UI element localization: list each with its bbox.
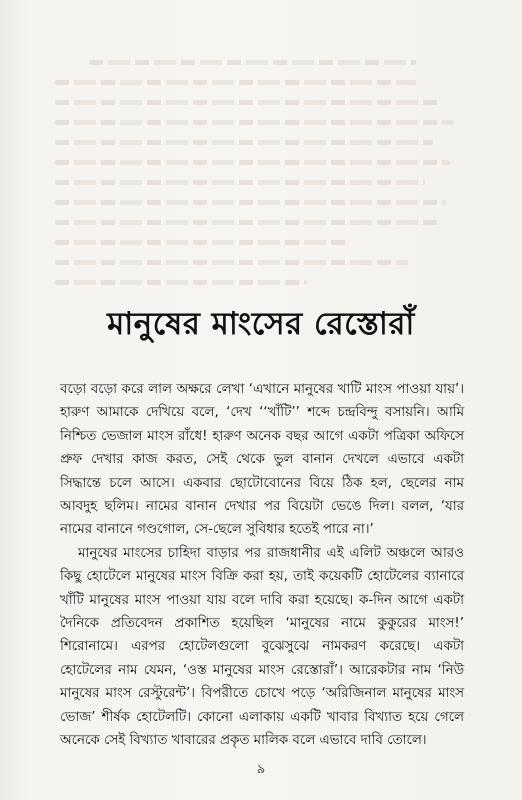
chapter-title: মানুষের মাংসের রেস্তোরাঁ [107,306,415,342]
show-through-line [55,100,441,105]
show-through-line [55,120,454,125]
show-through-line [55,160,450,165]
show-through-line [55,220,437,225]
show-through-text [55,60,475,325]
show-through-line [55,180,425,185]
show-through-line [55,240,349,245]
paragraph: বড়ো বড়ো করে লাল অক্ষরে লেখা ‘এখানে মানুষের খাটি মাংস পাওয়া যায়’। হারুণ আমাকে দেখিয়ে বলে, ‘দেখ ‘‘খাঁটি’’ শব্দে চন্দ্রবিন্দু বসায়নি। আমি নিশ্চিত ভেজাল মাংস রাঁধে! হারুণ অনেক বছর আগে একটা পত্রিকা অফিসে প্রুফ দেখার কাজ করত, সেই থেকে ভুল বানান দেখলে এভাবে একটা সিদ্ধান্তে চলে আসে। একবার ছোটোবোনের বিয়ে ঠিক হল, ছেলের নাম আবদুহ ছলিম। নামের বানান দেখার পর বিয়েটা ভেঙে দিল। বলল, ‘যার নামের বানানে গণ্ডগোল, সে-ছেলে সুবিধার হতেই পারে না।’ [60,382,464,538]
show-through-line [89,60,417,65]
show-through-line [55,140,433,145]
show-through-line [55,200,446,205]
show-through-line [55,260,408,265]
paragraph: মানুষের মাংসের চাহিদা বাড়ার পর রাজধানীর এই এলিট অঞ্চলে আরও কিছু হোটেলে মানুষের মাংস বিক্রি করা হয়, তাই কয়েকটি হোটেলের ব্যানারে খাঁটি মানুষের মাংস পাওয়া যায় বলে দাবি করা হয়েছে। ক-দিন আগে একটা দৈনিকে প্রতিবেদন প্রকাশিত হয়েছিল ‘মানুষের নামে কুকুরের মাংস!’ শিরোনামে। এরপর হোটেলগুলো বুঝেসুঝে নামকরণ করেছে। একটা হোটেলের নাম যেমন, ‘ওস্ত মানুষের মাংস রেস্তোরাঁ’। আরেকটার নাম ‘নিউ মানুষের মাংস রেস্টুরেন্ট’। বিপরীতে চোখে পড়ে ‘অরিজিনাল মানুষের মাংস ভোজ’ শীর্ষক হোটেলটি। কোনো এলাকায় একটি খাবার বিখ্যাত হয়ে গেলে অনেকে সেই বিখ্যাত খাবারের প্রকৃত মালিক বলে এভাবে দাবি তোলে। [60,545,464,749]
show-through-line [55,280,307,285]
show-through-line [55,80,416,85]
page-number: ৯ [256,762,266,777]
body-text [60,378,464,753]
